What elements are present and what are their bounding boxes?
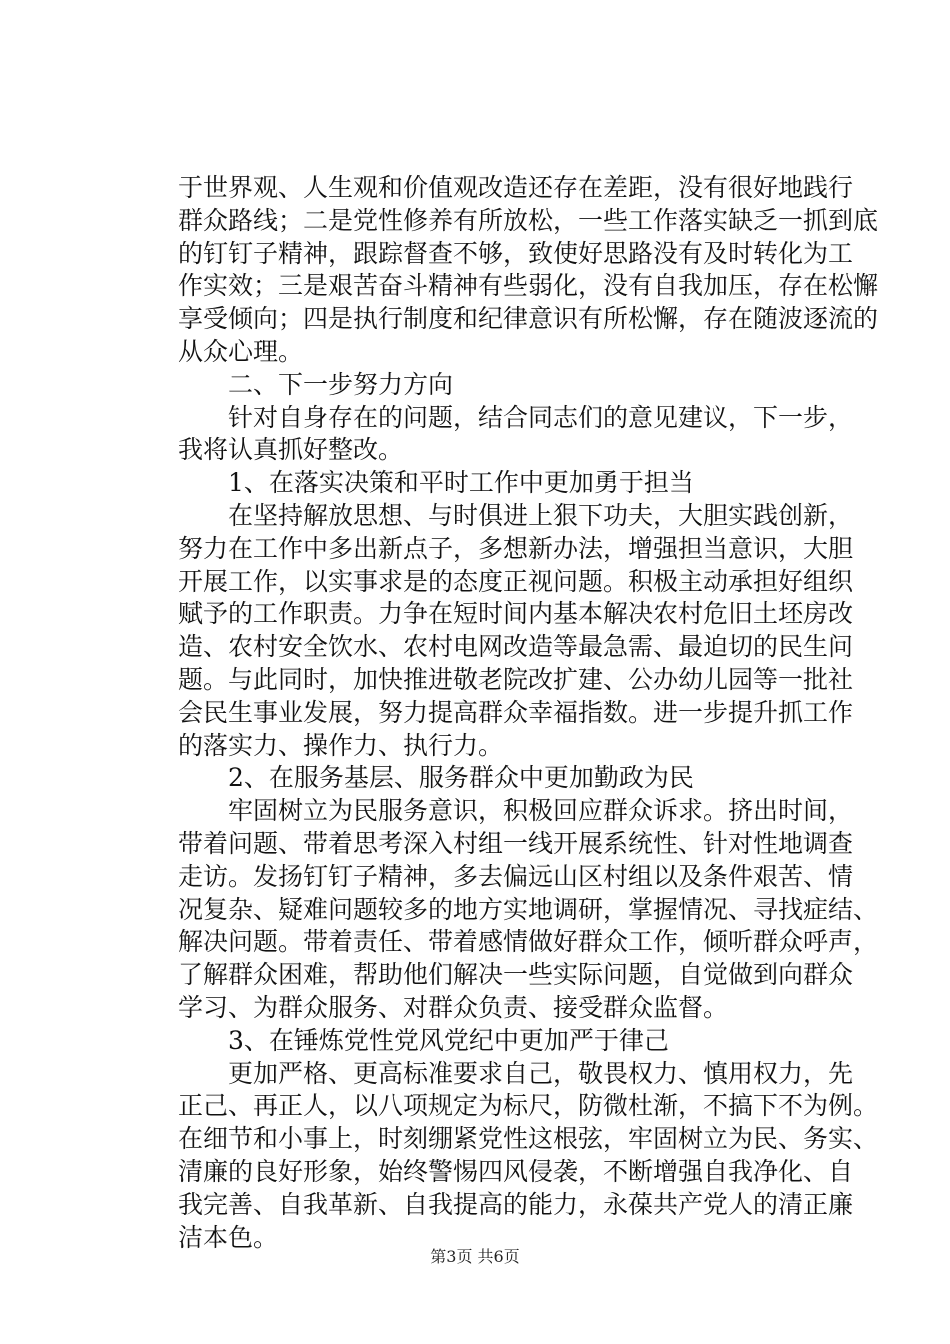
text-line: 享受倾向；四是执行制度和纪律意识有所松懈，存在随波逐流的 [178,304,879,334]
text-line: 会民生事业发展，努力提高群众幸福指数。进一步提升抓工作 [178,697,854,727]
text-line: 了解群众困难，帮助他们解决一些实际问题，自觉做到向群众 [178,960,854,990]
page-number-footer: 第3页 共6页 [430,1247,520,1266]
text-line: 牢固树立为民服务意识，积极回应群众诉求。挤出时间， [178,796,854,826]
text-line: 解决问题。带着责任、带着感情做好群众工作，倾听群众呼声， [178,927,879,957]
text-line: 于世界观、人生观和价值观改造还存在差距，没有很好地践行 [178,173,854,202]
text-line: 作实效；三是艰苦奋斗精神有些弱化，没有自我加压，存在松懈 [178,271,879,301]
text-line: 群众路线；二是党性修养有所放松，一些工作落实缺乏一抓到底 [178,205,879,235]
text-line: 赋予的工作职责。力争在短时间内基本解决农村危旧土坯房改 [178,599,854,629]
subsection-heading: 3、在锤炼党性党风党纪中更加严于律己 [178,1025,669,1055]
text-line: 我完善、自我革新、自我提高的能力，永葆共产党人的清正廉 [178,1189,854,1219]
text-line: 的钉钉子精神，跟踪督查不够，致使好思路没有及时转化为工 [178,238,854,268]
text-line: 带着问题、带着思考深入村组一线开展系统性、针对性地调查 [178,828,854,858]
text-line: 我将认真抓好整改。 [178,435,404,465]
text-line: 在坚持解放思想、与时俱进上狠下功夫，大胆实践创新， [178,500,854,530]
text-line: 开展工作，以实事求是的态度正视问题。积极主动承担好组织 [178,566,854,596]
text-line: 题。与此同时，加快推进敬老院改扩建、公办幼儿园等一批社 [178,664,854,694]
document-body [178,172,878,1254]
text-line: 努力在工作中多出新点子，多想新办法，增强担当意识，大胆 [178,533,854,563]
text-line: 况复杂、疑难问题较多的地方实地调研，掌握情况、寻找症结、 [178,894,879,924]
text-line: 走访。发扬钉钉子精神，多去偏远山区村组以及条件艰苦、情 [178,861,854,891]
subsection-heading: 1、在落实决策和平时工作中更加勇于担当 [178,468,694,498]
text-line: 学习、为群众服务、对群众负责、接受群众监督。 [178,992,729,1022]
text-line: 造、农村安全饮水、农村电网改造等最急需、最迫切的民生问 [178,632,854,662]
subsection-heading: 2、在服务基层、服务群众中更加勤政为民 [178,763,694,793]
text-line: 的落实力、操作力、执行力。 [178,730,504,760]
text-line: 在细节和小事上，时刻绷紧党性这根弦，牢固树立为民、务实、 [178,1124,879,1154]
section-heading: 二、下一步努力方向 [178,369,454,399]
text-line: 正己、再正人，以八项规定为标尺，防微杜渐，不搞下不为例。 [178,1091,879,1121]
text-line: 针对自身存在的问题，结合同志们的意见建议，下一步， [178,402,854,432]
text-line: 更加严格、更高标准要求自己，敬畏权力、慎用权力，先 [178,1058,854,1088]
text-line: 洁本色。 [178,1222,279,1252]
text-line: 清廉的良好形象，始终警惕四风侵袭，不断增强自我净化、自 [178,1156,854,1186]
text-line: 从众心理。 [178,336,304,366]
